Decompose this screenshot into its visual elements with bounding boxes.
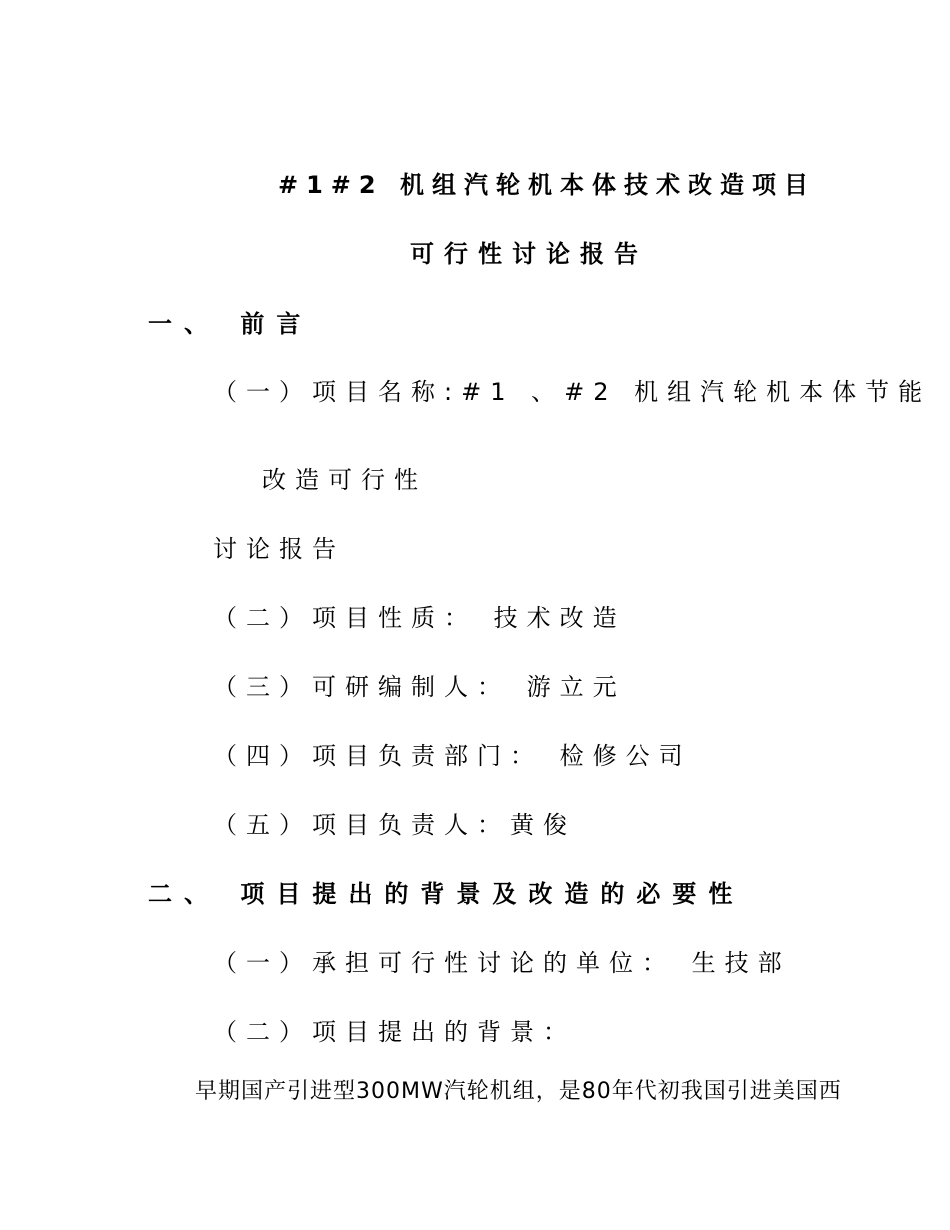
section1-item2: （二）项目性质： 技术改造 [213, 604, 626, 632]
section1-item1-line3: 讨论报告 [213, 535, 345, 563]
section2-paragraph1: 早期国产引进型300MW汽轮机组，是80年代初我国引进美国西 [195, 1079, 842, 1104]
section1-item1-line1: （一）项目名称:#1 、#2 机组汽轮机本体节能 [213, 378, 932, 406]
section2-heading: 二、 项目提出的背景及改造的必要性 [148, 880, 745, 908]
section1-heading: 一、 前言 [148, 310, 313, 338]
section1-item1-line2: 改造可行性 [262, 466, 427, 494]
section2-item1: （一）承担可行性讨论的单位： 生技部 [213, 949, 791, 977]
section2-item2: （二）项目提出的背景： [213, 1018, 576, 1046]
section1-item5: （五）项目负责人：黄俊 [213, 811, 576, 839]
section1-item4: （四）项目负责部门： 检修公司 [213, 742, 692, 770]
section1-item3: （三）可研编制人： 游立元 [213, 673, 626, 701]
document-title-line2: 可行性讨论报告 [410, 240, 648, 268]
document-title-line1: #1#2 机组汽轮机本体技术改造项目 [278, 171, 816, 199]
